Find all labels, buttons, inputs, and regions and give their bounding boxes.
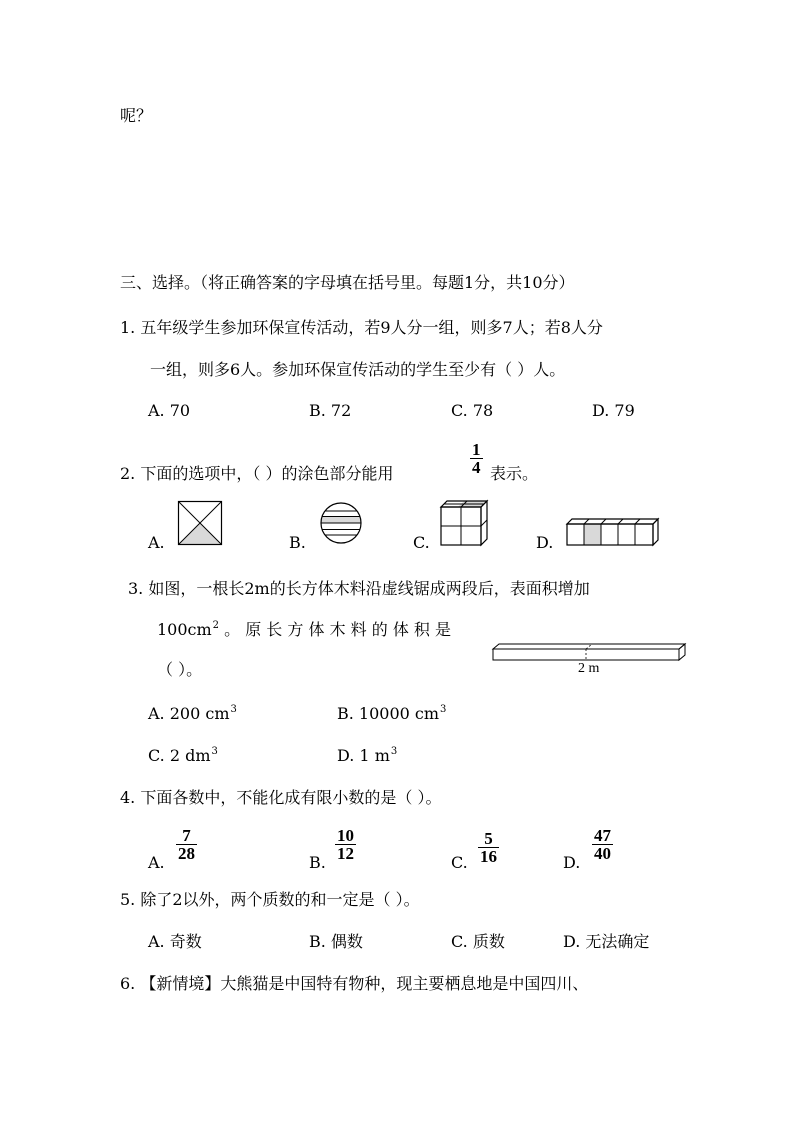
q2-figure-c (440, 500, 488, 546)
q4-option-c-denominator: 16 (480, 847, 497, 866)
q1-option-d: D. 79 (592, 401, 635, 420)
q2-figure-d-shade (584, 524, 601, 545)
q3-option-b-sup: 3 (440, 704, 447, 715)
section-heading: 三、选择。（将正确答案的字母填在括号里。每题1分，共10分） (120, 273, 575, 292)
q4-option-c-fraction (478, 830, 499, 865)
q5-option-d: D. 无法确定 (563, 932, 650, 951)
q4-option-b-label: B. (309, 853, 326, 872)
q2-label-c: C. (413, 533, 430, 552)
q5-text: 5. 除了2以外，两个质数的和一定是（ ）。 (120, 890, 420, 909)
q4-option-c-numerator: 5 (478, 830, 499, 848)
q2-label-b: B. (289, 533, 306, 552)
q2-text-before: 2. 下面的选项中，（ ）的涂色部分能用 (120, 464, 394, 483)
q3-option-a-sup: 3 (230, 704, 237, 715)
q2-figure-b-shade (320, 517, 362, 524)
q1-option-c: C. 78 (451, 401, 494, 420)
q2-label-a: A. (148, 533, 165, 552)
q3-line-1: 3. 如图，一根长2m的长方体木料沿虚线锯成两段后，表面积增加 (128, 579, 590, 598)
q3-option-d (337, 748, 397, 764)
q3-line-2 (157, 622, 451, 638)
q2-label-d: D. (536, 533, 554, 552)
q4-option-c-label: C. (451, 853, 468, 872)
q3-line-2-sup: 2 (212, 620, 220, 631)
q3-figure-label: 2 m (578, 661, 600, 676)
q3-line-2-value: 100cm (157, 620, 212, 639)
q5-option-c: C. 质数 (451, 932, 505, 951)
q3-option-d-text: D. 1 m (337, 746, 390, 765)
q3-line-3: （ ）。 (157, 660, 203, 679)
q4-option-a-fraction (176, 827, 197, 862)
q3-option-a-text: A. 200 cm (148, 704, 230, 723)
q1-option-b: B. 72 (309, 401, 352, 420)
q3-option-c (148, 748, 218, 764)
q1-option-a: A. 70 (148, 401, 191, 420)
q4-option-a-denominator: 28 (178, 844, 195, 863)
q2-figure-a (178, 501, 222, 545)
q3-option-b (337, 706, 446, 722)
top-fragment: 呢？ (120, 106, 153, 125)
q3-line-2-rest: 。 原 长 方 体 木 料 的 体 积 是 (219, 620, 451, 639)
q4-option-d-label: D. (563, 853, 581, 872)
q4-option-b-fraction (335, 827, 356, 862)
q4-option-d-numerator: 47 (594, 826, 611, 845)
q3-option-d-sup: 3 (390, 746, 398, 757)
q3-option-c-sup: 3 (211, 746, 218, 757)
q6-text: 6. 【新情境】大熊猫是中国特有物种，现主要栖息地是中国四川、 (120, 974, 589, 993)
q2-fraction-denominator: 4 (472, 458, 481, 477)
q4-option-d-fraction (592, 827, 613, 862)
q5-option-a: A. 奇数 (148, 932, 202, 951)
q3-option-c-text: C. 2 dm (148, 746, 211, 765)
q2-figure-d (566, 518, 664, 546)
q1-line-2: 一组，则多6人。参加环保宣传活动的学生至少有（ ）人。 (150, 360, 566, 379)
q2-figure-b (320, 502, 362, 544)
q4-option-a-numerator: 7 (176, 827, 197, 845)
q3-option-a (148, 706, 237, 722)
q2-figure-a-shade (179, 523, 222, 545)
q5-option-b: B. 偶数 (309, 932, 363, 951)
q3-cuboid-figure (492, 643, 687, 663)
q4-option-b-denominator: 12 (337, 844, 354, 863)
q2-text-after: 表示。 (490, 464, 539, 483)
q2-fraction-numerator: 1 (472, 440, 481, 459)
q4-text: 4. 下面各数中，不能化成有限小数的是（ ）。 (120, 788, 442, 807)
q3-option-b-text: B. 10000 cm (337, 704, 440, 723)
q4-option-a-label: A. (148, 853, 165, 872)
q2-fraction (470, 441, 483, 476)
q1-line-1: 1. 五年级学生参加环保宣传活动，若9人分一组，则多7人；若8人分 (120, 318, 603, 337)
q4-option-d-denominator: 40 (594, 844, 611, 863)
q4-option-b-numerator: 10 (337, 826, 354, 845)
